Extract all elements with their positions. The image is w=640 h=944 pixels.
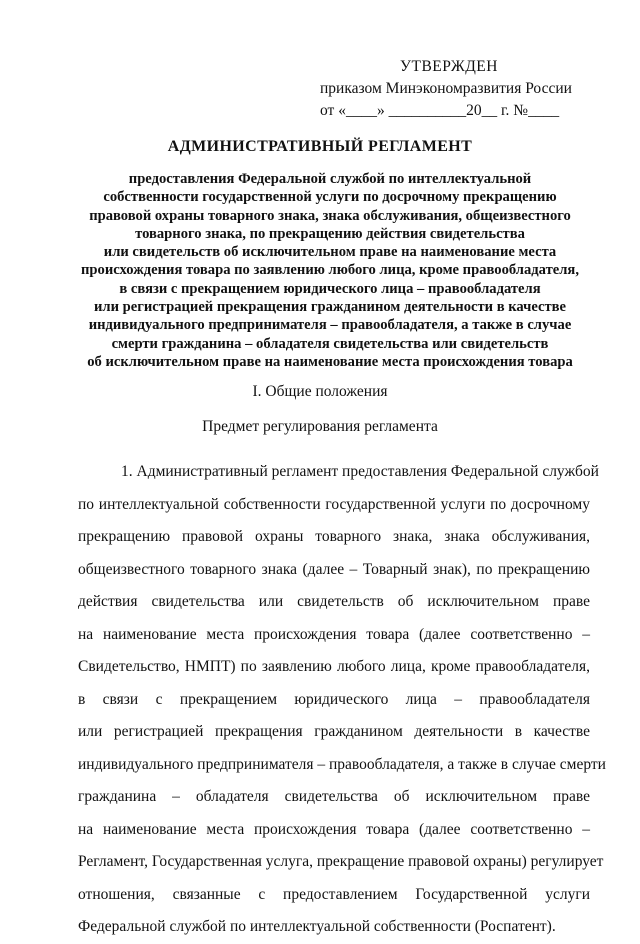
subtitle-line: происхождения товара по заявлению любого лица, кроме правообладателя,: [81, 262, 579, 279]
paragraph-line: действия свидетельства или свидетельств об исключительном праве: [78, 593, 590, 610]
approval-stamp-block: [318, 56, 618, 122]
document-title: АДМИНИСТРАТИВНЫЙ РЕГЛАМЕНТ: [167, 138, 473, 155]
approval-date-line: от «____» __________20__ г. №____: [320, 102, 560, 119]
document-subtitle: [40, 170, 620, 371]
subtitle-line: в связи с прекращением юридического лица – правообладателя: [119, 280, 541, 297]
subtitle-line: или регистрацией прекращения гражданином деятельности в качестве: [93, 299, 567, 316]
paragraph-line: прекращению правовой охраны товарного знака, знака обслуживания,: [78, 528, 590, 545]
subtitle-line: смерти гражданина – обладателя свидетельства или свидетельств: [111, 335, 549, 352]
paragraph-line: в связи с прекращением юридического лица – правообладателя: [78, 690, 590, 708]
paragraph-line: на наименование места происхождения товара (далее соответственно –: [78, 820, 590, 838]
paragraph-line: на наименование места происхождения товара (далее соответственно –: [78, 625, 590, 643]
subtitle-line: правовой охраны товарного знака, знака обслуживания, общеизвестного: [89, 207, 571, 224]
subtitle-line: об исключительном праве на наименование места происхождения товара: [87, 353, 573, 370]
approval-order-text: приказом Минэкономразвития России: [320, 80, 572, 97]
paragraph-line: отношения, связанные с предоставлением Государственной услуги: [78, 885, 590, 903]
subsection-heading: Предмет регулирования регламента: [202, 418, 438, 435]
subtitle-line: индивидуального предпринимателя – правообладателя, а также в случае: [88, 317, 572, 334]
subtitle-line: или свидетельств об исключительном праве на наименование места: [103, 244, 557, 261]
paragraph-line: или регистрацией прекращения гражданином деятельности в качестве: [78, 723, 590, 740]
paragraph-line: 1. Административный регламент предоставления Федеральной службой: [121, 463, 599, 480]
paragraph-line: Регламент, Государственная услуга, прекращение правовой охраны) регулирует: [78, 853, 604, 870]
paragraph-line: по интеллектуальной собственности государственной услуги по досрочному: [78, 495, 590, 513]
paragraph-line: гражданина – обладателя свидетельства об исключительном праве: [78, 788, 590, 805]
paragraph-line: индивидуального предпринимателя – правообладателя, а также в случае смерти: [78, 755, 606, 773]
paragraph-line: Свидетельство, НМПТ) по заявлению любого лица, кроме правообладателя,: [78, 658, 590, 675]
paragraph-line: общеизвестного товарного знака (далее – Товарный знак), по прекращению: [78, 560, 590, 578]
approval-heading: УТВЕРЖДЕН: [400, 58, 498, 75]
paragraph-line: Федеральной службой по интеллектуальной собственности (Роспатент).: [78, 918, 556, 935]
section-heading: I. Общие положения: [252, 383, 388, 400]
subtitle-line: собственности государственной услуги по досрочному прекращению: [103, 189, 557, 206]
paragraph-1: [78, 456, 606, 944]
subtitle-line: товарного знака, по прекращению действия свидетельства: [135, 225, 525, 242]
subtitle-line: предоставления Федеральной службой по интеллектуальной: [128, 171, 532, 187]
